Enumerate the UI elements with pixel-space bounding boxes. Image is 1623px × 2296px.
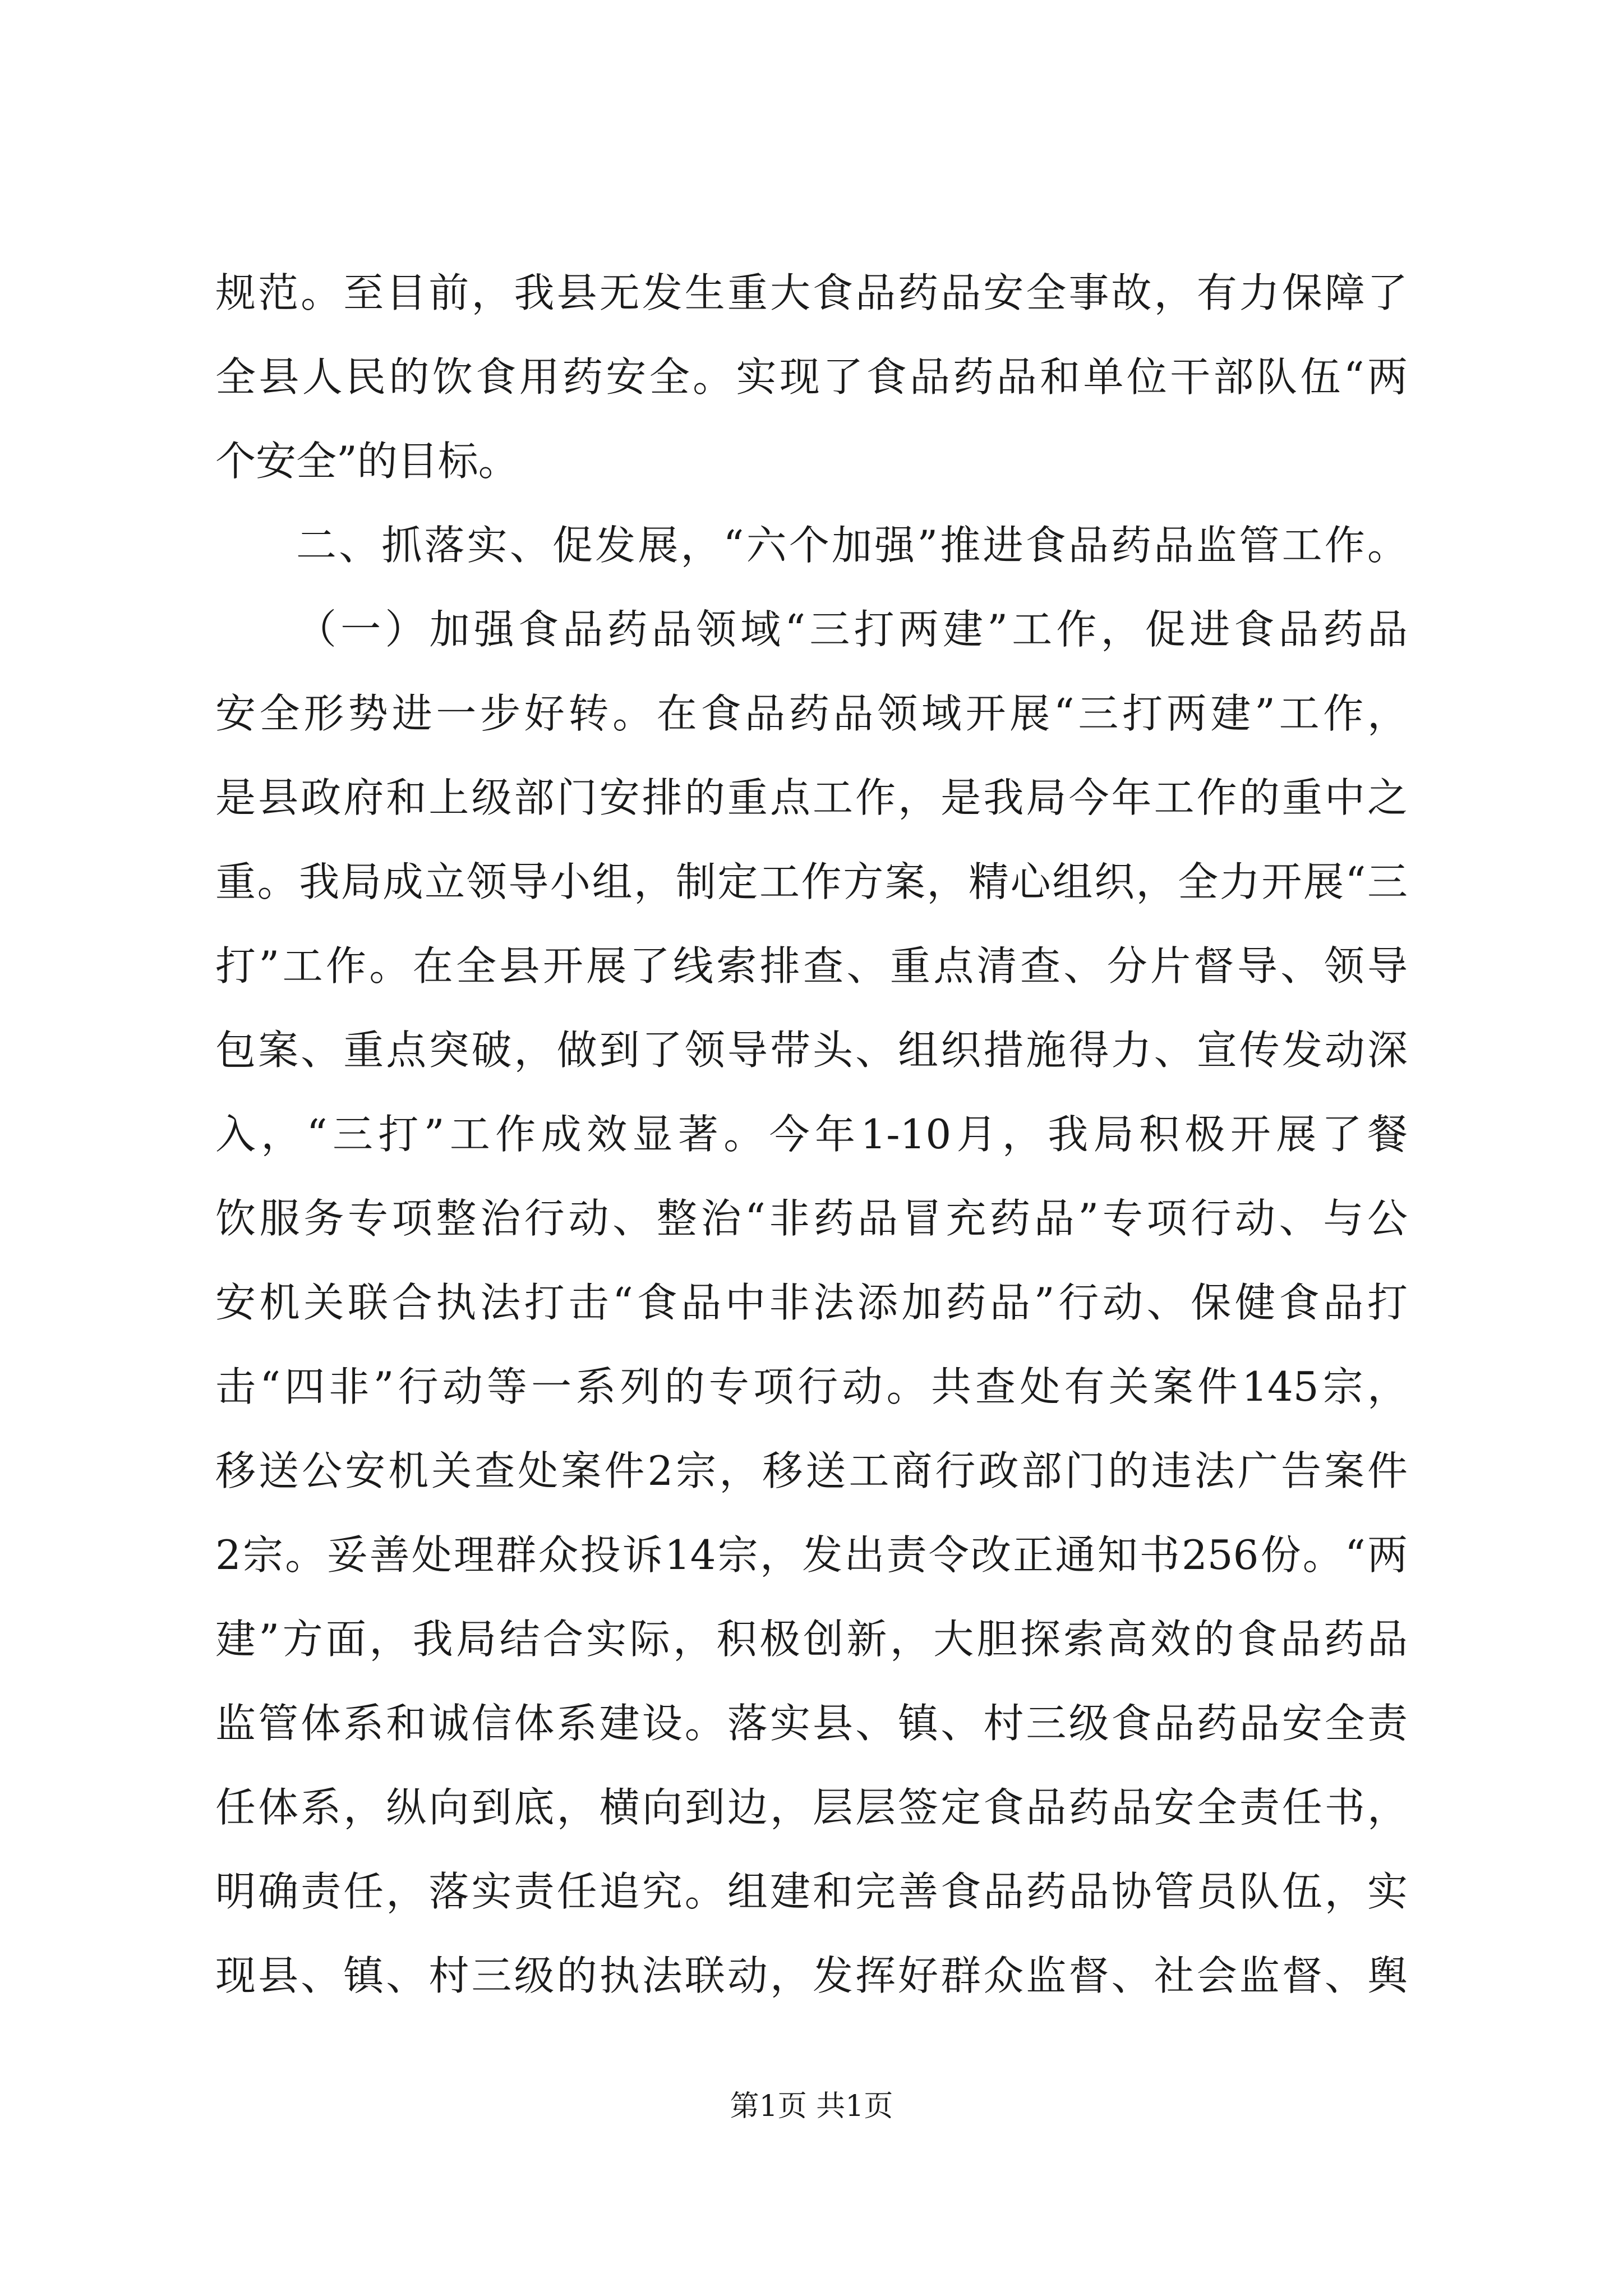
body-text-line: 个安全”的目标。 — [215, 438, 519, 485]
body-text-line: 重。我局成立领导小组，制定工作方案，精心组织，全力开展“三 — [215, 858, 1408, 905]
body-text-line: 现县、镇、村三级的执法联动，发挥好群众监督、社会监督、舆 — [215, 1952, 1408, 1999]
body-text-line: 安全形势进一步好转。在食品药品领域开展“三打两建”工作， — [215, 690, 1408, 737]
section-heading: 二、抓落实、促发展，“六个加强”推进食品药品监管工作。 — [296, 522, 1408, 569]
body-text-line: 任体系，纵向到底，横向到边，层层签定食品药品安全责任书， — [215, 1784, 1408, 1831]
body-text-line: 明确责任，落实责任追究。组建和完善食品药品协管员队伍，实 — [215, 1868, 1408, 1915]
body-text-line: 2宗。妥善处理群众投诉14宗，发出责令改正通知书256份。“两 — [215, 1531, 1408, 1579]
body-text-line: 击“四非”行动等一系列的专项行动。共查处有关案件145宗， — [215, 1363, 1408, 1410]
body-text-line: 移送公安机关查处案件2宗，移送工商行政部门的违法广告案件 — [215, 1447, 1408, 1494]
body-text-line: 建”方面，我局结合实际，积极创新，大胆探索高效的食品药品 — [215, 1616, 1408, 1663]
page-number-footer: 第1页 共1页 — [730, 2090, 893, 2123]
subsection-heading: （一）加强食品药品领域“三打两建”工作，促进食品药品 — [296, 606, 1408, 653]
body-text-line: 入，“三打”工作成效显著。今年1-10月，我局积极开展了餐 — [215, 1111, 1408, 1158]
body-text-line: 打”工作。在全县开展了线索排查、重点清查、分片督导、领导 — [215, 942, 1408, 990]
body-text-line: 饮服务专项整治行动、整治“非药品冒充药品”专项行动、与公 — [215, 1195, 1408, 1242]
body-text-line: 安机关联合执法打击“食品中非法添加药品”行动、保健食品打 — [215, 1279, 1408, 1326]
body-text-line: 是县政府和上级部门安排的重点工作，是我局今年工作的重中之 — [215, 774, 1408, 821]
body-text-line: 全县人民的饮食用药安全。实现了食品药品和单位干部队伍“两 — [215, 353, 1408, 401]
body-text-line: 规范。至目前，我县无发生重大食品药品安全事故，有力保障了 — [215, 269, 1408, 316]
body-text-line: 包案、重点突破，做到了领导带头、组织措施得力、宣传发动深 — [215, 1027, 1408, 1074]
body-text-line: 监管体系和诚信体系建设。落实县、镇、村三级食品药品安全责 — [215, 1700, 1408, 1747]
